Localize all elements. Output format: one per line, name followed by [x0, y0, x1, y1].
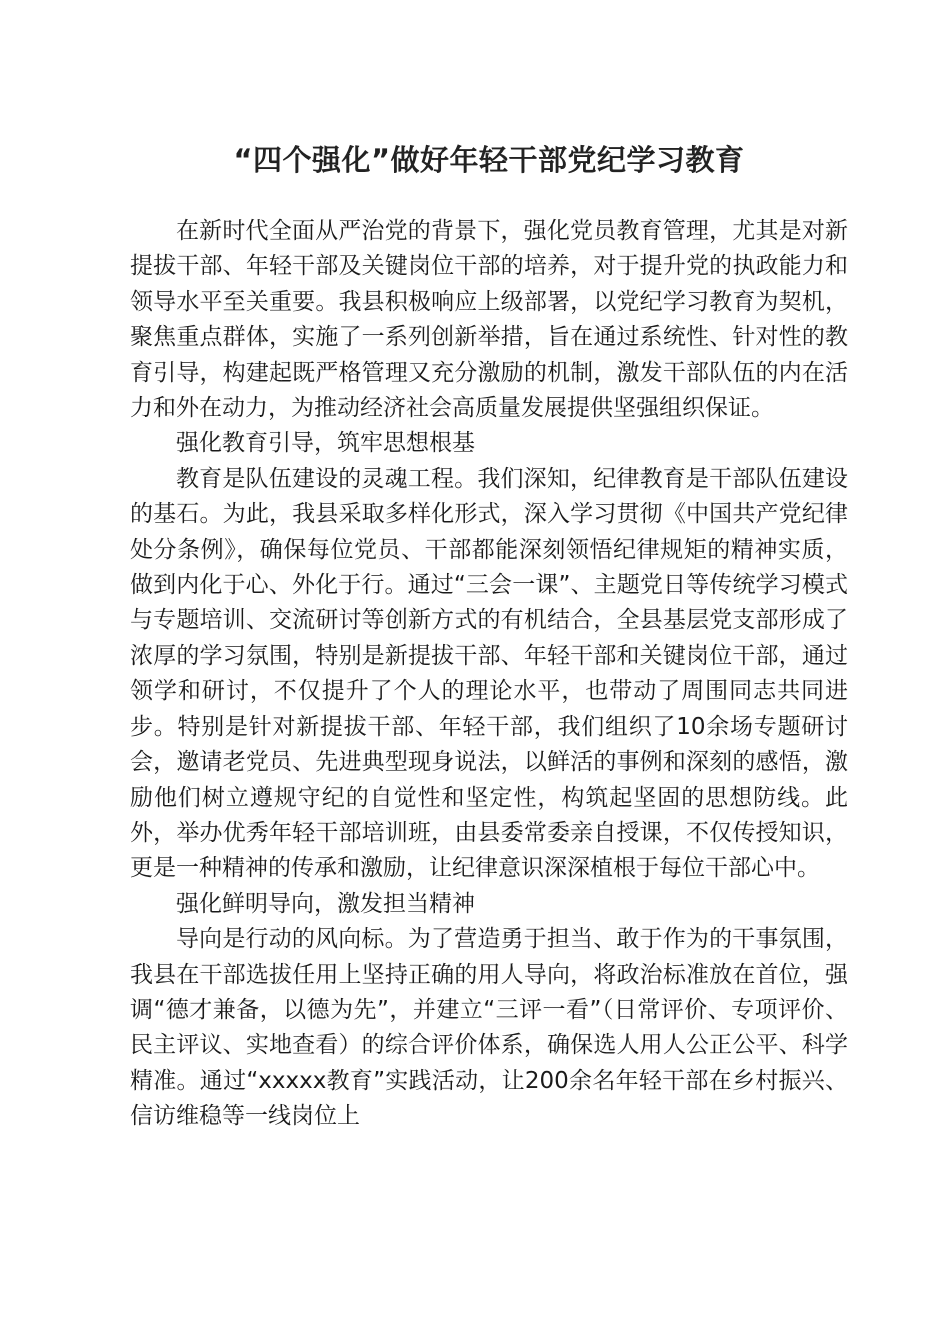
- section-body-orientation: 导向是行动的风向标。为了营造勇于担当、敢于作为的干事氛围，我县在干部选拔任用上坚持正确的用人导向，将政治标准放在首位，强调“德才兼备，以德为先”，并建立“三评一看”（日常评价、专项评价、民主评议、实地查看）的综合评价体系，确保选人用人公正公平、科学精准。通过“xxxxx教育”实践活动，让200余名年轻干部在乡村振兴、信访维稳等一线岗位上: [130, 926, 848, 1130]
- section-body-education: 教育是队伍建设的灵魂工程。我们深知，纪律教育是干部队伍建设的基石。为此，我县采取多样化形式，深入学习贯彻《中国共产党纪律处分条例》，确保每位党员、干部都能深刻领悟纪律规矩的精神实质，做到内化于心、外化于行。通过“三会一课”、主题党日等传统学习模式与专题培训、交流研讨等创新方式的有机结合，全县基层党支部形成了浓厚的学习氛围，特别是新提拔干部、年轻干部和关键岗位干部，通过领学和研讨，不仅提升了个人的理论水平，也带动了周围同志共同进步。特别是针对新提拔干部、年轻干部，我们组织了10余场专题研讨会，邀请老党员、先进典型现身说法，以鲜活的事例和深刻的感悟，激励他们树立遵规守纪的自觉性和坚定性，构筑起坚固的思想防线。此外，举办优秀年轻干部培训班，由县委常委亲自授课，不仅传授知识，更是一种精神的传承和激励，让纪律意识深深植根于每位干部心中。: [130, 465, 848, 882]
- section-heading-orientation: 强化鲜明导向，激发担当精神: [176, 890, 475, 917]
- document-page: [130, 132, 848, 1135]
- document-title: “四个强化”做好年轻干部党纪学习教育: [233, 143, 745, 177]
- intro-paragraph: 在新时代全面从严治党的背景下，强化党员教育管理，尤其是对新提拔干部、年轻干部及关键岗位干部的培养，对于提升党的执政能力和领导水平至关重要。我县积极响应上级部署，以党纪学习教育为契机，聚焦重点群体，实施了一系列创新举措，旨在通过系统性、针对性的教育引导，构建起既严格管理又充分激励的机制，激发干部队伍的内在活力和外在动力，为推动经济社会高质量发展提供坚强组织保证。: [130, 218, 848, 422]
- section-heading-education: 强化教育引导，筑牢思想根基: [176, 430, 475, 457]
